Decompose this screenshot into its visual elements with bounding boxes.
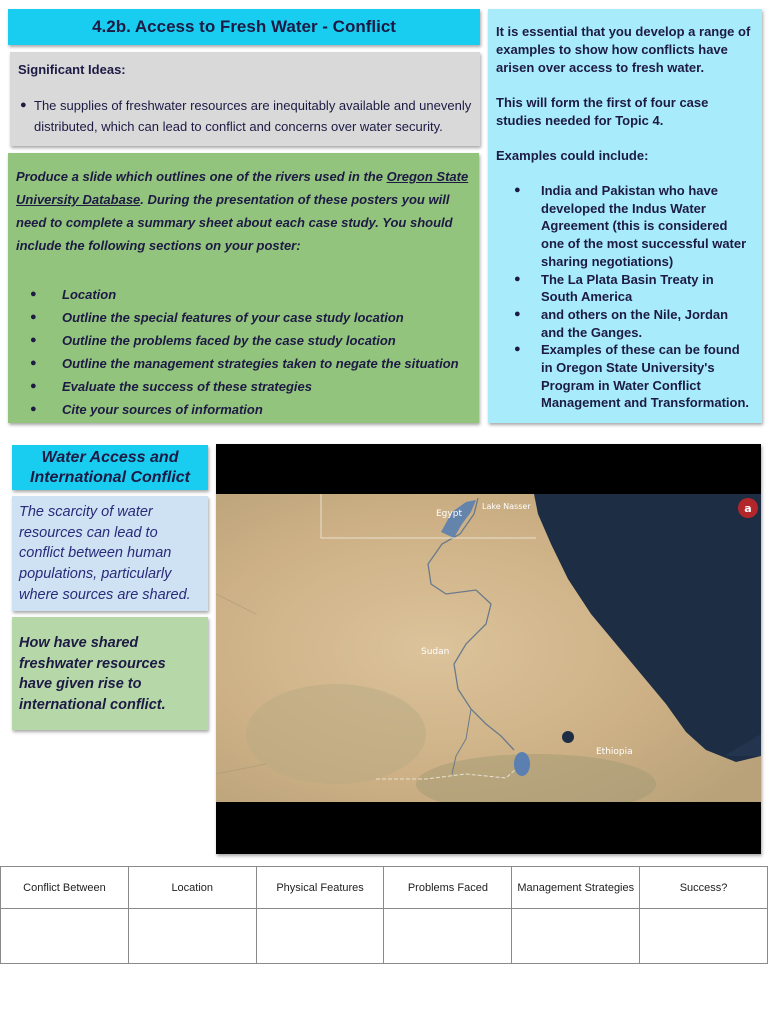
water-access-title: Water Access and International Conflict	[30, 449, 190, 486]
summary-table-row	[1, 909, 768, 964]
examples-list	[496, 182, 754, 412]
task-item: ● Outline the management strategies taken to negate the situation	[30, 352, 471, 375]
task-item: ● Outline the special features of your case study location	[30, 306, 471, 329]
summary-header-cell: Conflict Between	[1, 867, 129, 909]
bullet-icon: ●	[30, 403, 37, 415]
summary-header-cell: Physical Features	[256, 867, 384, 909]
task-item: ● Outline the problems faced by the case study location	[30, 329, 471, 352]
map-label-lake-nasser: Lake Nasser	[482, 502, 531, 511]
video-player[interactable]	[216, 444, 761, 854]
map-lake	[514, 752, 530, 776]
example-item: ● Examples of these can be found in Oregon State University's Program in Water Conflict Management and Transformation.	[514, 342, 750, 411]
bullet-icon: ●	[514, 184, 521, 196]
side-paragraph-1: It is essential that you develop a range of examples to show how conflicts have arisen over access to fresh water.	[496, 24, 751, 75]
svg-text:a: a	[744, 502, 752, 515]
significant-ideas-box	[10, 52, 480, 146]
summary-header-cell: Location	[128, 867, 256, 909]
bullet-icon: ●	[30, 288, 37, 300]
bullet-icon: ●	[514, 343, 521, 356]
summary-cell[interactable]	[128, 909, 256, 964]
task-item: ● Evaluate the success of these strategies	[30, 375, 471, 398]
scarcity-box	[12, 496, 208, 611]
example-item: ● and others on the Nile, Jordan and the Ganges.	[514, 306, 729, 340]
task-item: ● Location	[30, 283, 471, 306]
task-item: ● Cite your sources of information	[30, 398, 471, 421]
side-paragraph-3: Examples could include:	[496, 148, 649, 163]
map-label-egypt: Egypt	[436, 509, 462, 519]
bullet-icon: ●	[30, 380, 37, 392]
significant-idea-item	[18, 95, 472, 137]
question-box	[12, 617, 208, 730]
scarcity-text: The scarcity of water resources can lead to conflict between human populations, particularly where sources are shared.	[19, 504, 191, 603]
task-list	[16, 283, 471, 421]
water-access-title-box	[12, 445, 208, 490]
bullet-icon: ●	[30, 357, 37, 369]
nile-map-image	[216, 494, 761, 802]
page-title-bar	[8, 9, 480, 45]
example-item: ● India and Pakistan who have developed the Indus Water Agreement (this is considered one of the most successful water sharing negotiations)	[514, 183, 747, 269]
summary-header-cell: Problems Faced	[384, 867, 512, 909]
page-title: 4.2b. Access to Fresh Water - Conflict	[92, 17, 396, 36]
example-item: ● The La Plata Basin Treaty in South America	[514, 271, 714, 305]
case-study-examples-box	[488, 9, 762, 423]
bullet-icon: ●	[30, 311, 37, 323]
summary-cell[interactable]	[256, 909, 384, 964]
question-text: How have shared freshwater resources have given rise to international conflict.	[19, 635, 166, 714]
bullet-icon: ●	[20, 99, 27, 111]
summary-cell[interactable]	[512, 909, 640, 964]
bullet-icon: ●	[514, 272, 521, 285]
summary-cell[interactable]	[1, 909, 129, 964]
task-intro: Produce a slide which outlines one of the rivers used in the Oregon State University Database. During the presentation of these posters you will need to complete a summary sheet about each case study. You should include the following sections on your poster:	[16, 169, 469, 253]
significant-ideas-heading: Significant Ideas:	[18, 62, 126, 77]
oregon-database-link[interactable]: Oregon State University Database	[16, 169, 469, 207]
summary-cell[interactable]	[384, 909, 512, 964]
map-lake-tana	[562, 731, 574, 743]
significant-idea-text: The supplies of freshwater resources are inequitably available and unevenly distributed, which can lead to conflict and concerns over water security.	[34, 98, 472, 134]
map-label-ethiopia: Ethiopia	[596, 747, 633, 757]
map-label-sudan: Sudan	[421, 647, 450, 657]
summary-table-header-row	[1, 867, 768, 909]
summary-cell[interactable]	[640, 909, 768, 964]
bullet-icon: ●	[30, 334, 37, 346]
summary-header-cell: Management Strategies	[512, 867, 640, 909]
bullet-icon: ●	[514, 307, 521, 320]
summary-table	[0, 866, 768, 964]
side-paragraph-2: This will form the first of four case studies needed for Topic 4.	[496, 95, 709, 128]
task-instructions-box	[8, 153, 479, 423]
summary-header-cell: Success?	[640, 867, 768, 909]
